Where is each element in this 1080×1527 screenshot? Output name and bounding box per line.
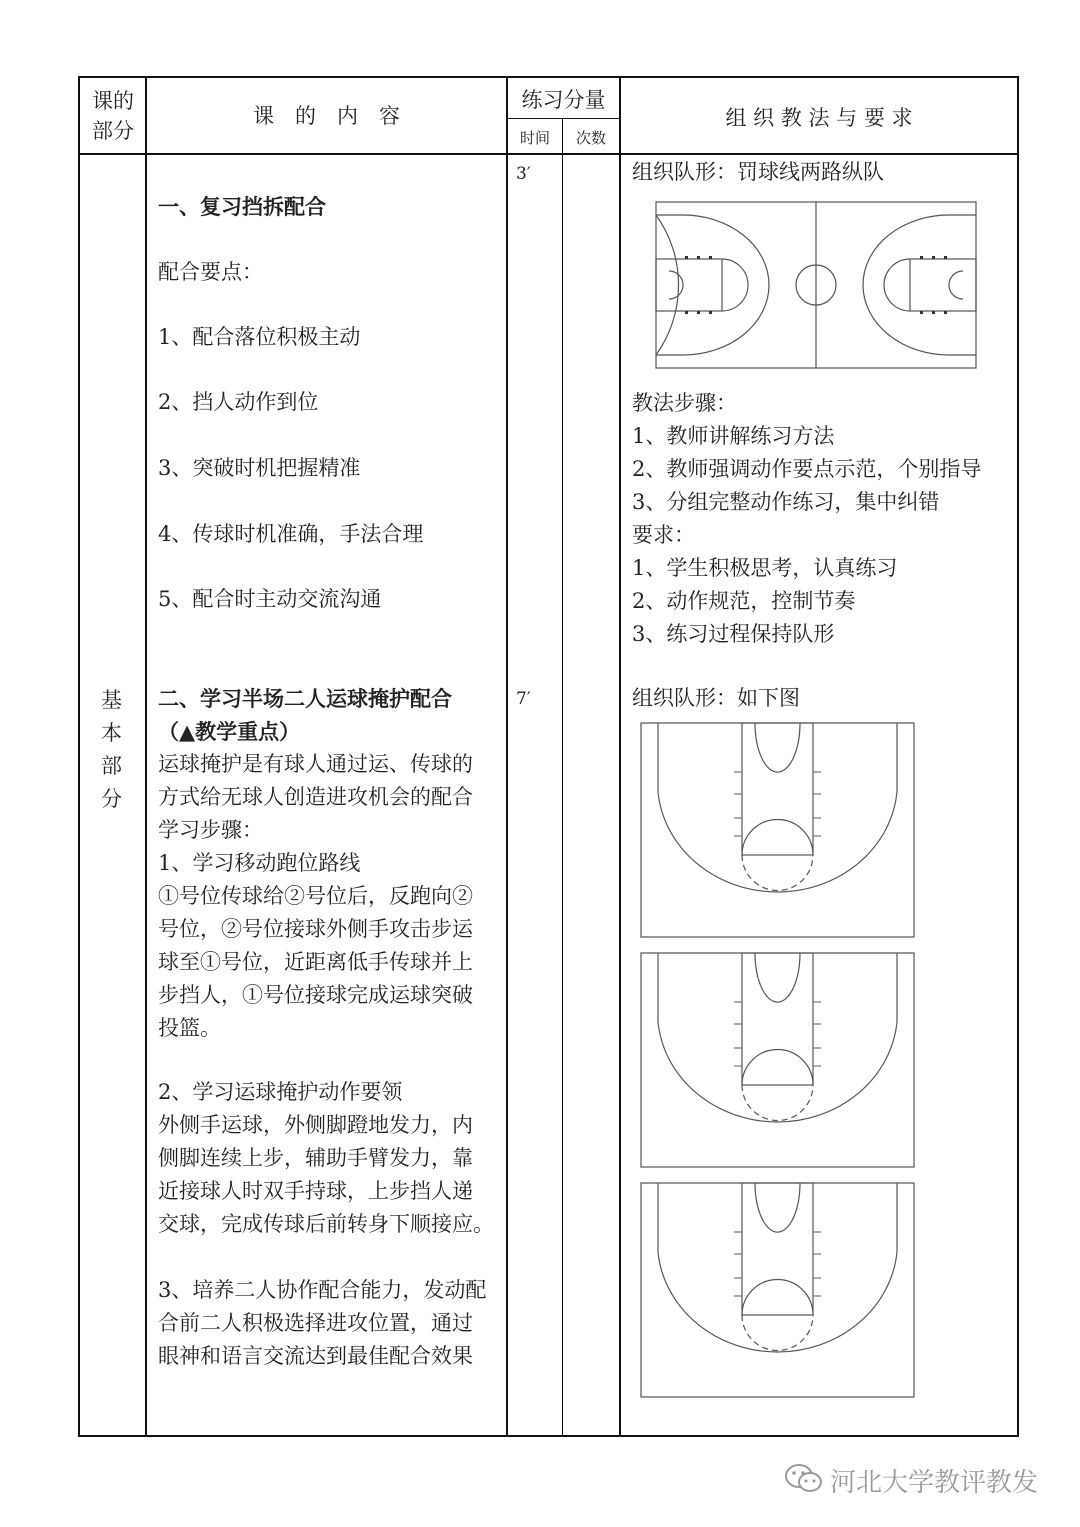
org-formation-1: 组织队形：罚球线两路纵队 — [632, 160, 884, 184]
table-left-border — [78, 76, 80, 1437]
part2-line: 3、培养二人协作配合能力，发动配 — [158, 1278, 487, 1302]
steps-label: 教法步骤： — [632, 391, 737, 415]
half-court-diagram — [640, 722, 915, 938]
time-value: 3′ — [516, 164, 531, 184]
part2-line: 合前二人积极选择进攻位置，通过 — [158, 1311, 473, 1335]
part2-line: 侧脚连续上步，辅助手臂发力，靠 — [158, 1146, 473, 1170]
col-divider-3 — [562, 118, 563, 1437]
part2-line: 外侧手运球，外侧脚蹬地发力，内 — [158, 1113, 473, 1137]
part2-subtitle: （▲教学重点） — [158, 719, 301, 744]
time-value: 7′ — [516, 689, 531, 709]
header-part: 课的 部分 — [92, 89, 134, 143]
part2-line: 近接球人时双手持球，上步挡人递 — [158, 1179, 473, 1203]
part2-line: 1、学习移动跑位路线 — [158, 851, 361, 875]
step-item: 1、教师讲解练习方法 — [632, 424, 835, 448]
half-court-diagram — [640, 1182, 915, 1398]
step-item: 2、教师强调动作要点示范，个别指导 — [632, 457, 982, 481]
subheader-divider — [506, 118, 620, 119]
part1-point: 1、配合落位积极主动 — [158, 325, 361, 349]
part1-point: 3、突破时机把握精准 — [158, 456, 361, 480]
col-divider-2 — [506, 76, 508, 1437]
wechat-icon — [784, 1462, 824, 1496]
part1-points-label: 配合要点： — [158, 260, 263, 284]
header-bottom-border — [78, 153, 1019, 155]
req-item: 3、练习过程保持队形 — [632, 622, 835, 646]
part2-line: 方式给无球人创造进攻机会的配合 — [158, 785, 473, 809]
part1-point: 2、挡人动作到位 — [158, 390, 319, 414]
part2-line: ①号位传球给②号位后，反跑向② — [158, 884, 473, 908]
req-item: 1、学生积极思考，认真练习 — [632, 556, 898, 580]
req-label: 要求： — [632, 523, 695, 547]
watermark-text: 河北大学教评教发 — [830, 1468, 1039, 1498]
part2-title: 二、学习半场二人运球掩护配合 — [158, 686, 452, 711]
part2-line: 运球掩护是有球人通过运、传球的 — [158, 752, 473, 776]
part2-line: 步挡人，①号位接球完成运球突破 — [158, 983, 473, 1007]
col-divider-4 — [619, 76, 621, 1437]
header-count: 次数 — [575, 129, 606, 147]
part2-line: 眼神和语言交流达到最佳配合效果 — [158, 1344, 473, 1368]
col-divider-1 — [145, 76, 147, 1437]
table-right-border — [1017, 76, 1019, 1437]
part1-point: 5、配合时主动交流沟通 — [158, 587, 382, 611]
section-label-char: 基 — [101, 688, 122, 712]
full-court-diagram — [655, 201, 977, 369]
section-label-char: 本 — [101, 721, 122, 745]
section-label-char: 部 — [101, 754, 122, 778]
table-bottom-border — [78, 1435, 1019, 1437]
part1-point: 4、传球时机准确，手法合理 — [158, 522, 424, 546]
section-label-char: 分 — [101, 787, 122, 811]
part2-line: 球至①号位，近距离低手传球并上 — [158, 950, 473, 974]
header-content: 课 的 内 容 — [253, 104, 400, 128]
part2-line: 投篮。 — [158, 1016, 221, 1040]
half-court-diagram — [640, 952, 915, 1168]
org-formation-2: 组织队形：如下图 — [632, 686, 800, 710]
header-organization: 组 织 教 法 与 要 求 — [725, 106, 913, 130]
step-item: 3、分组完整动作练习，集中纠错 — [632, 490, 940, 514]
part2-line: 交球，完成传球后前转身下顺接应。 — [158, 1212, 494, 1236]
part2-line: 2、学习运球掩护动作要领 — [158, 1080, 403, 1104]
part2-line: 号位，②号位接球外侧手攻击步运 — [158, 917, 473, 941]
table-top-border — [78, 76, 1019, 78]
header-time: 时间 — [519, 129, 550, 147]
part1-title: 一、复习挡拆配合 — [158, 194, 326, 219]
part2-line: 学习步骤： — [158, 818, 263, 842]
req-item: 2、动作规范，控制节奏 — [632, 589, 856, 613]
header-practice-load: 练习分量 — [521, 88, 606, 112]
